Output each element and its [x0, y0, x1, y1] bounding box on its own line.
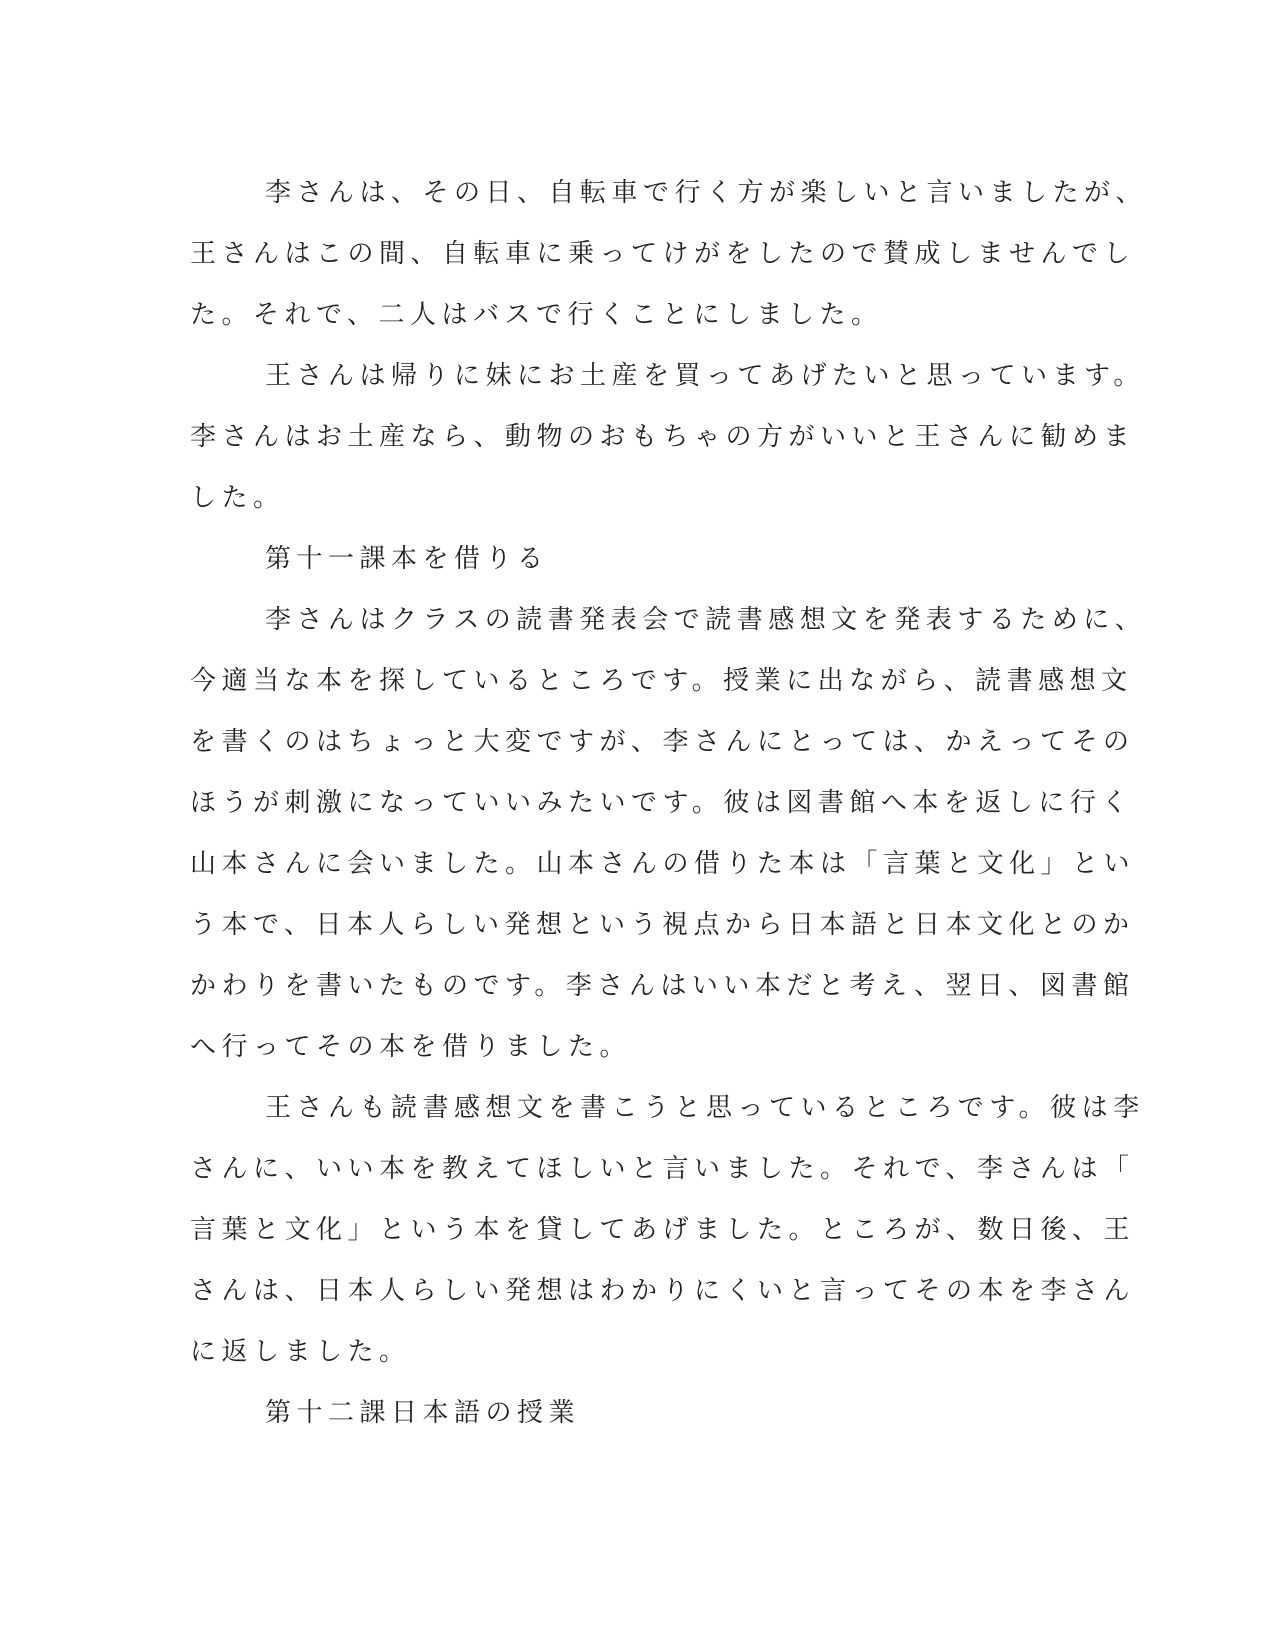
paragraph-souvenir [190, 346, 1145, 529]
text-line: 李さんはクラスの読書発表会で読書感想文を発表するために、 [265, 605, 1147, 635]
paragraph-bicycle [190, 163, 1148, 346]
text-line: 王さんは帰りに妹にお土産を買ってあげたいと思っています。 [265, 361, 1145, 391]
lesson-heading-12: 第十二課日本語の授業 [265, 1398, 581, 1428]
lesson-heading-11: 第十一課本を借りる [265, 544, 549, 574]
paragraph-wang-report [190, 1078, 1145, 1383]
text-line: を書くのはちょっと大変ですが、李さんにとっては、かえってその [190, 727, 1135, 757]
text-line: かわりを書いたものです。李さんはいい本だと考え、翌日、図書館 [190, 971, 1135, 1001]
text-line: 李さんは、その日、自転車で行く方が楽しいと言いましたが、 [265, 178, 1148, 208]
text-line: 王さんはこの間、自転車に乗ってけがをしたので賛成しませんでし [190, 239, 1136, 269]
text-line: た。それで、二人はバスで行くことにしました。 [190, 300, 883, 330]
text-line: 今適当な本を探しているところです。授業に出ながら、読書感想文 [190, 666, 1133, 696]
text-line: 李さんはお土産なら、動物のおもちゃの方がいいと王さんに勧めま [190, 422, 1136, 452]
text-line: 山本さんに会いました。山本さんの借りた本は「言葉と文化」とい [190, 849, 1136, 879]
paragraph-book-report [190, 590, 1147, 1078]
text-line: 王さんも読書感想文を書こうと思っているところです。彼は李 [265, 1093, 1145, 1123]
text-line: へ行ってその本を借りました。 [190, 1032, 632, 1062]
text-line: に返しました。 [190, 1337, 411, 1367]
document-body [190, 163, 1148, 1444]
text-line: さんに、いい本を教えてほしいと言いました。それで、李さんは「 [190, 1154, 1135, 1184]
text-line: ほうが刺激になっていいみたいです。彼は図書館へ本を返しに行く [190, 788, 1133, 818]
text-line: さんは、日本人らしい発想はわかりにくいと言ってその本を李さん [190, 1276, 1136, 1306]
text-line: した。 [190, 483, 285, 513]
text-line: 言葉と文化」という本を貸してあげました。ところが、数日後、王 [190, 1215, 1136, 1245]
text-line: う本で、日本人らしい発想という視点から日本語と日本文化とのか [190, 910, 1135, 940]
